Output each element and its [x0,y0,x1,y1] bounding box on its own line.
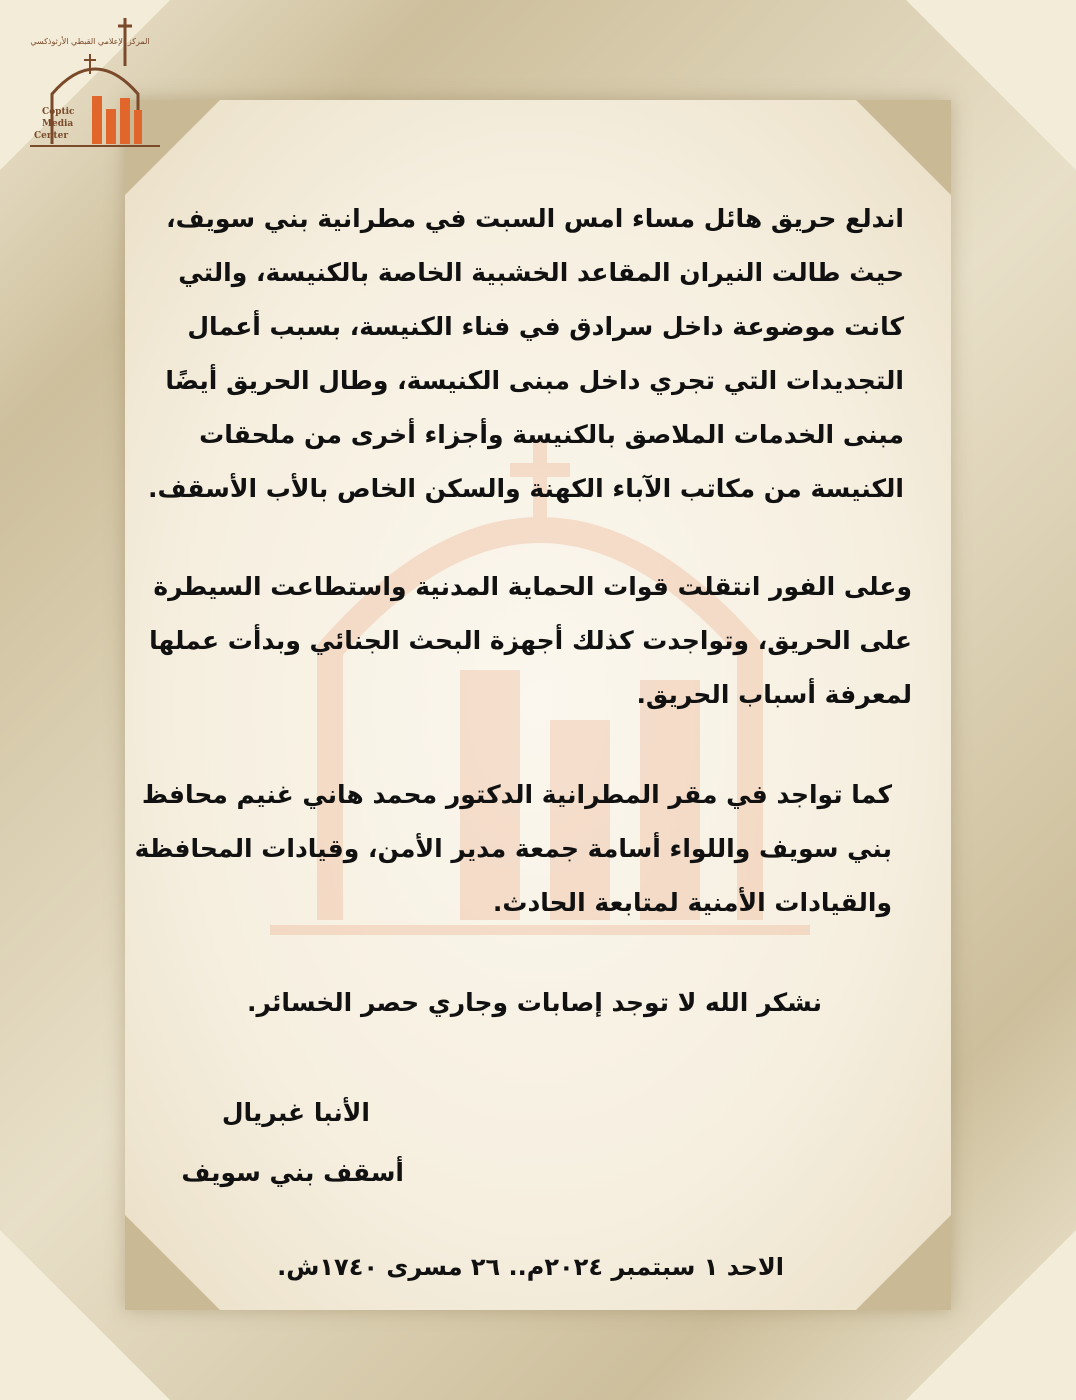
text-line: كما تواجد في مقر المطرانية الدكتور محمد هاني غنيم محافظ [141,780,892,809]
text-line: بني سويف واللواء أسامة جمعة مدير الأمن، وقيادات المحافظة [134,834,892,863]
paragraph-civil-protection [149,560,912,722]
logo-arabic-text: المركز الإعلامي القبطي الأرثوذكسي [30,37,150,46]
date-line: الاحد ١ سبتمبر ٢٠٢٤م.. ٢٦ مسرى ١٧٤٠ش. [277,1253,784,1281]
text-line: لمعرفة أسباب الحريق. [636,680,912,709]
paragraph-fire-report [148,192,904,516]
paragraph-thanks: نشكر الله لا توجد إصابات وجاري حصر الخسائر. [247,988,822,1017]
paragraph-governor-visit [135,768,892,930]
text-line: وعلى الفور انتقلت قوات الحماية المدنية واستطاعت السيطرة [153,572,912,601]
signature-title: أسقف بني سويف [181,1158,404,1187]
text-line: حيث طالت النيران المقاعد الخشبية الخاصة بالكنيسة، والتي [178,258,904,287]
paper-corner-fold [856,1215,951,1310]
coptic-media-center-logo [20,14,170,154]
signature-name: الأنبا غبريال [221,1098,370,1127]
text-line: الكنيسة من مكاتب الآباء الكهنة والسكن الخاص بالأب الأسقف. [148,474,904,503]
paper-corner-fold [125,1215,220,1310]
logo-line-media: Media [42,119,74,129]
logo-line-coptic: Coptic [42,107,75,117]
text-line: مبنى الخدمات الملاصق بالكنيسة وأجزاء أخرى من ملحقات [199,420,904,449]
text-line: على الحريق، وتواجدت كذلك أجهزة البحث الجنائي وبدأت عملها [149,626,912,655]
text-line: والقيادات الأمنية لمتابعة الحادث. [492,888,892,917]
text-line: التجديدات التي تجري داخل مبنى الكنيسة، وطال الحريق أيضًا [165,366,904,395]
paper-corner-fold [856,100,951,195]
text-line: اندلع حريق هائل مساء امس السبت في مطرانية بني سويف، [166,204,904,233]
text-line: كانت موضوعة داخل سرادق في فناء الكنيسة، بسبب أعمال [187,312,904,341]
logo-line-center: Center [34,131,69,141]
